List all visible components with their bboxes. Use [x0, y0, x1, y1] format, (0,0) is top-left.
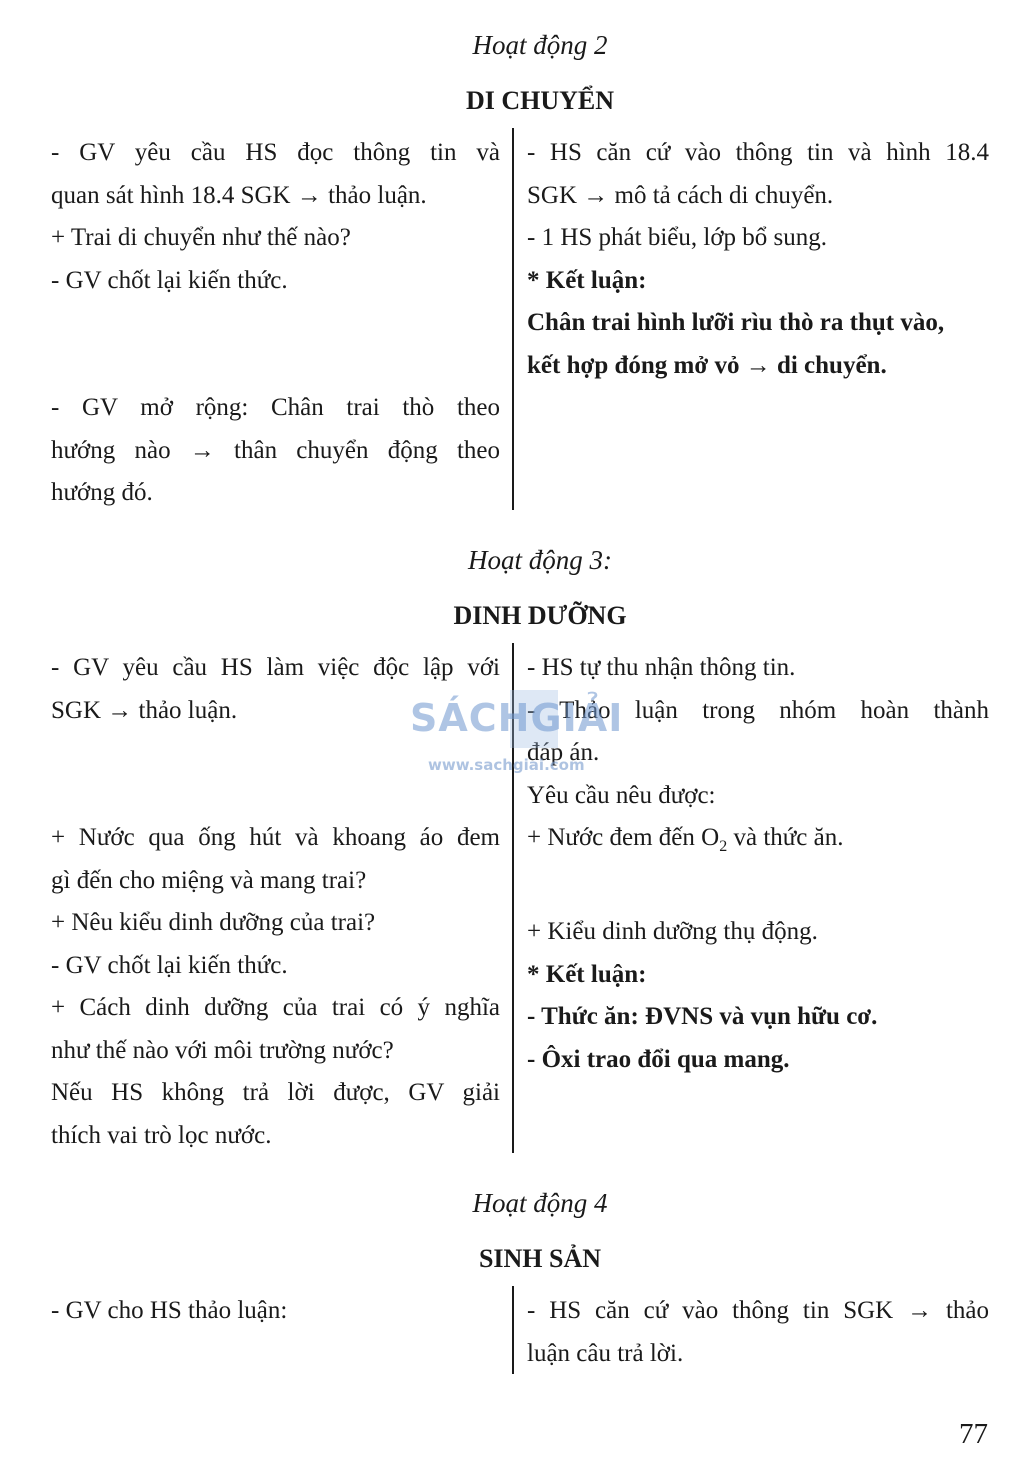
text-line: Yêu cầu nêu được: [527, 781, 716, 809]
text-line: - GV mở rộng: Chân trai thò theo [51, 394, 500, 421]
watermark-url: www.sachgiai.com [428, 756, 585, 774]
text-line: gì đến cho miệng và mang trai? [51, 866, 367, 894]
section4-left-column [51, 1290, 500, 1333]
text-line: thích vai trò lọc nước. [51, 1121, 272, 1149]
text-line: + Nêu kiểu dinh dưỡng của trai? [51, 909, 376, 936]
text-line: - GV yêu cầu HS đọc thông tin và [51, 139, 500, 166]
text-line: hướng đó. [51, 479, 153, 506]
column-divider [512, 128, 514, 510]
section3-left-column [51, 647, 500, 1157]
text-line: + Kiểu dinh dưỡng thụ động. [527, 918, 818, 945]
column-divider [512, 1286, 514, 1374]
text-fragment: và thức ăn. [727, 824, 844, 851]
text-line: Nếu HS không trả lời được, GV giải [51, 1079, 500, 1106]
text-line: + Nước qua ống hút và khoang áo đem [51, 824, 500, 851]
conclusion-label: * Kết luận: [527, 960, 647, 988]
conclusion-text: kết hợp đóng mở vỏ → di chuyển. [527, 351, 887, 379]
page-number: 77 [959, 1418, 988, 1450]
di-chuyen-title: DI CHUYỂN [465, 86, 615, 115]
text-line: - GV chốt lại kiến thức. [51, 951, 288, 979]
conclusion-text: - Thức ăn: ĐVNS và vụn hữu cơ. [527, 1003, 878, 1030]
section4-right-column [527, 1290, 989, 1375]
conclusion-text: Chân trai hình lưỡi rìu thò ra thụt vào, [527, 309, 945, 336]
section2-left-column [51, 132, 500, 515]
text-line: - HS căn cứ vào thông tin SGK → thảo [527, 1297, 989, 1324]
subscript: 2 [719, 838, 728, 855]
text-line: + Trai di chuyển như thế nào? [51, 224, 351, 251]
text-line: đáp án. [527, 739, 600, 766]
text-line: - HS căn cứ vào thông tin và hình 18.4 [527, 139, 989, 166]
section2-right-column [527, 132, 989, 387]
text-line: hướng nào → thân chuyển động theo [51, 436, 500, 464]
text-line [527, 817, 989, 869]
text-line: SGK → mô tả cách di chuyển. [527, 181, 834, 209]
text-line: + Cách dinh dưỡng của trai có ý nghĩa [51, 994, 500, 1021]
section3-right-column [527, 647, 989, 1081]
text-line: quan sát hình 18.4 SGK → thảo luận. [51, 181, 427, 209]
watermark-brand: SÁCHGIẢI [410, 696, 624, 740]
dinh-duong-title: DINH DƯỠNG [453, 601, 627, 630]
text-line: - GV cho HS thảo luận: [51, 1297, 288, 1324]
text-fragment: + Nước đem đến O [527, 824, 720, 851]
text-line: - GV yêu cầu HS làm việc độc lập với [51, 654, 500, 681]
activity-3-heading: Hoạt động 3: [468, 545, 612, 575]
text-line: luận câu trả lời. [527, 1339, 684, 1367]
sinh-san-title: SINH SẢN [478, 1244, 602, 1273]
text-line: - Thảo luận trong nhóm hoàn thành [527, 696, 989, 724]
text-line: - HS tự thu nhận thông tin. [527, 654, 796, 681]
column-divider [512, 643, 514, 1153]
conclusion-label: * Kết luận: [527, 266, 647, 294]
conclusion-text: - Ôxi trao đổi qua mang. [527, 1045, 790, 1073]
activity-4-heading: Hoạt động 4 [472, 1188, 608, 1218]
text-line: SGK → thảo luận. [51, 696, 238, 724]
text-line: - 1 HS phát biểu, lớp bổ sung. [527, 224, 828, 251]
text-line: - GV chốt lại kiến thức. [51, 266, 288, 294]
activity-2-heading: Hoạt động 2 [472, 30, 608, 60]
text-line: như thế nào với môi trường nước? [51, 1036, 394, 1064]
